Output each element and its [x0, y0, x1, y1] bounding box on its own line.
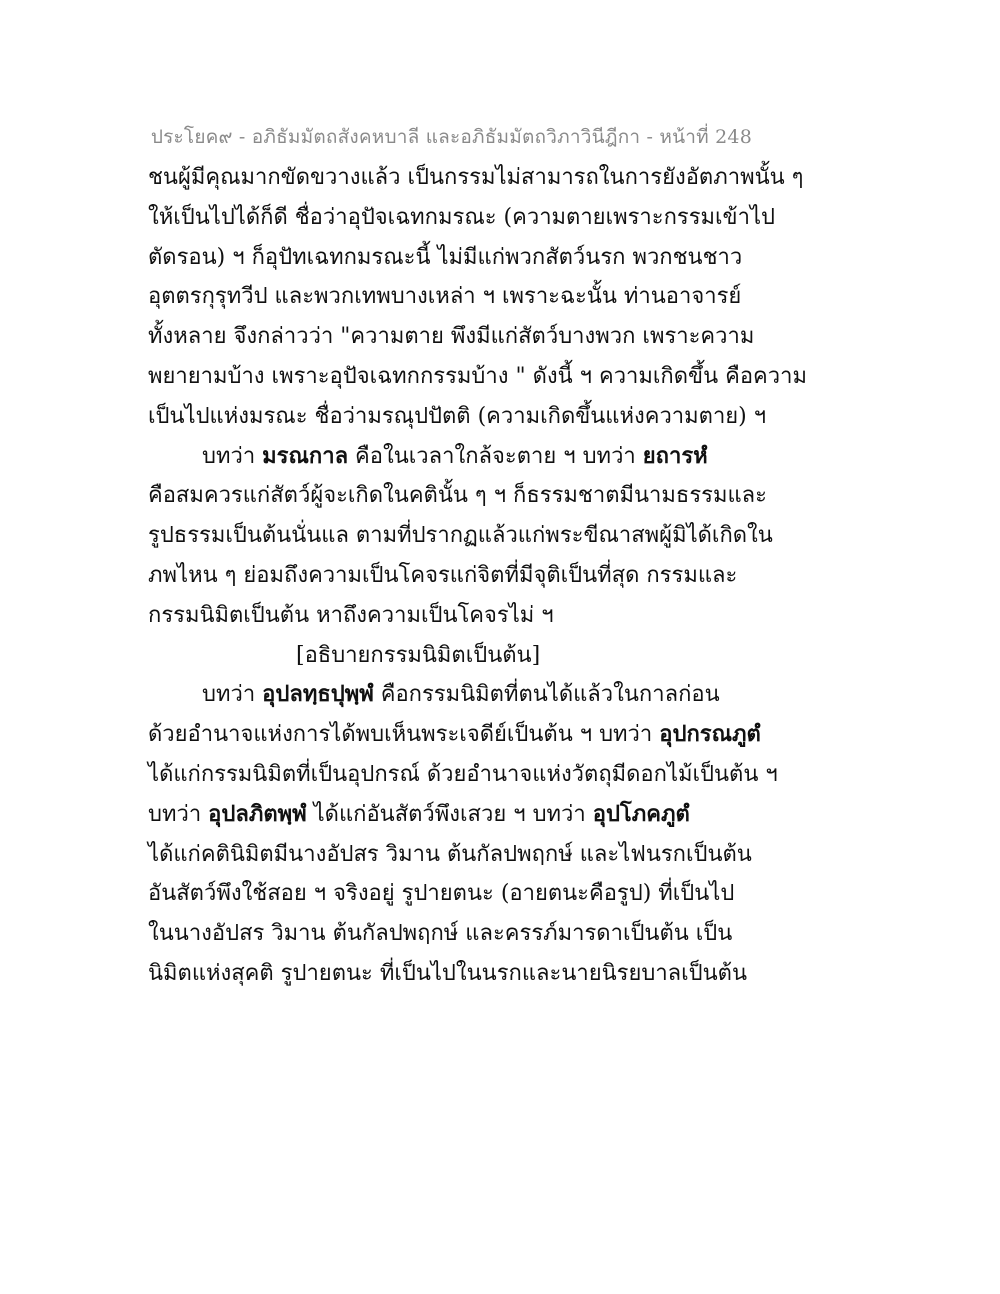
- text-line: ภพไหน ๆ ย่อมถึงความเป็นโคจรแก่จิตที่มีจุติเป็นที่สุด กรรมและ: [148, 562, 738, 588]
- pali-term: อุปลภิตพฺพํ: [208, 800, 307, 827]
- text-line: ได้แก่กรรมนิมิตที่เป็นอุปกรณ์ ด้วยอำนาจแห่งวัตถุมีดอกไม้เป็นต้น ฯ: [148, 761, 778, 787]
- text-span: ด้วยอำนาจแห่งการได้พบเห็นพระเจดีย์เป็นต้น ฯ บทว่า: [148, 722, 660, 748]
- text-span: คือในเวลาใกล้จะตาย ฯ บทว่า: [348, 443, 643, 469]
- text-span: คือกรรมนิมิตที่ตนได้แล้วในกาลก่อน: [373, 682, 720, 708]
- text-line: นิมิตแห่งสุคติ รูปายตนะ ที่เป็นไปในนรกและนายนิรยบาลเป็นต้น: [148, 960, 748, 986]
- text-span: บทว่า: [202, 682, 263, 708]
- text-line: ได้แก่คตินิมิตมีนางอัปสร วิมาน ต้นกัลปพฤกษ์ และไฟนรกเป็นต้น: [148, 841, 752, 867]
- text-line: [148, 715, 868, 755]
- pali-term: มรณกาล: [262, 442, 349, 469]
- text-line: ให้เป็นไปได้ก็ดี ชื่อว่าอุปัจเฉทกมรณะ (ความตายเพราะกรรมเข้าไป: [148, 204, 775, 230]
- text-line: [148, 675, 868, 715]
- document-body: [148, 158, 868, 994]
- text-line: รูปธรรมเป็นต้นนั่นแล ตามที่ปรากฏแล้วแก่พระขีณาสพผู้มิได้เกิดใน: [148, 523, 773, 549]
- text-line: [148, 795, 868, 835]
- text-line: ทั้งหลาย จึงกล่าวว่า "ความตาย พึงมีแก่สัตว์บางพวก เพราะความ: [148, 324, 755, 350]
- section-heading: [148, 636, 868, 676]
- paragraph: [148, 675, 868, 993]
- text-line: ในนางอัปสร วิมาน ต้นกัลปพฤกษ์ และครรภ์มารดาเป็นต้น เป็น: [148, 921, 733, 947]
- text-line: เป็นไปแห่งมรณะ ชื่อว่ามรณุปปัตติ (ความเกิดขึ้นแห่งความตาย) ฯ: [148, 403, 767, 429]
- paragraph: [148, 437, 868, 636]
- text-span: ได้แก่อันสัตว์พึงเสวย ฯ บทว่า: [306, 801, 593, 827]
- page-header: ประโยค๙ - อภิธัมมัตถสังคหบาลี และอภิธัมมัตถวิภาวินีฎีกา - หน้าที่ 248: [150, 126, 752, 148]
- text-line: พยายามบ้าง เพราะอุปัจเฉทกกรรมบ้าง " ดังนี้ ฯ ความเกิดขึ้น คือความ: [148, 363, 807, 389]
- text-span: บทว่า: [202, 443, 263, 469]
- text-line: อันสัตว์พึงใช้สอย ฯ จริงอยู่ รูปายตนะ (อายตนะคือรูป) ที่เป็นไป: [148, 881, 735, 907]
- text-span: บทว่า: [148, 801, 209, 827]
- pali-term: อุปกรณภูตํ: [659, 721, 761, 748]
- paragraph: [148, 158, 868, 437]
- text-line: ชนผู้มีคุณมากขัดขวางแล้ว เป็นกรรมไม่สามารถในการยังอัตภาพนั้น ๆ: [148, 165, 804, 190]
- text-line: อุตตรกุรุทวีป และพวกเทพบางเหล่า ฯ เพราะฉะนั้น ท่านอาจารย์: [148, 284, 742, 310]
- pali-term: ยถารหํ: [642, 442, 708, 469]
- section-heading-text: [อธิบายกรรมนิมิตเป็นต้น]: [296, 642, 541, 668]
- text-line: ตัดรอน) ฯ ก็อุปัทเฉทกมรณะนี้ ไม่มีแก่พวกสัตว์นรก พวกชนชาว: [148, 244, 743, 270]
- pali-term: อุปลทฺธปุพฺพํ: [262, 681, 374, 708]
- text-line: [148, 437, 868, 477]
- text-line: กรรมนิมิตเป็นต้น หาถึงความเป็นโคจรไม่ ฯ: [148, 602, 554, 628]
- pali-term: อุปโภคภูตํ: [592, 800, 690, 827]
- text-line: คือสมควรแก่สัตว์ผู้จะเกิดในคตินั้น ๆ ฯ ก็ธรรมชาตมีนามธรรมและ: [148, 483, 767, 509]
